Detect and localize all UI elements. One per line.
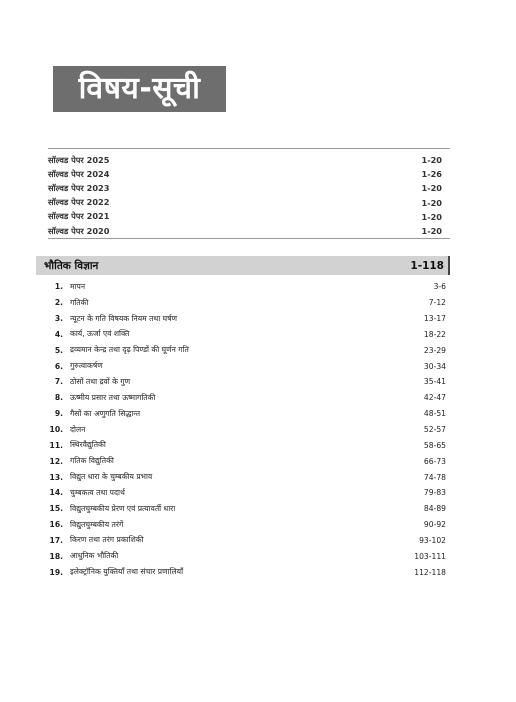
chapter-title: गतिक विद्युतिकी xyxy=(70,456,114,466)
chapter-title: इलेक्ट्रॉनिक युक्तियाँ तथा संचार प्रणालियाँ xyxy=(70,567,184,577)
chapter-row[interactable] xyxy=(48,453,450,469)
page-title: विषय-सूची xyxy=(53,66,226,112)
chapter-number: 12. xyxy=(49,456,63,466)
chapter-pages: 112-118 xyxy=(414,567,446,577)
chapter-row[interactable] xyxy=(48,327,450,343)
solved-paper-row[interactable] xyxy=(48,224,450,238)
chapter-row[interactable] xyxy=(48,406,450,422)
chapter-title: गैसों का अणुगति सिद्धान्त xyxy=(70,408,141,418)
chapter-list xyxy=(48,279,450,580)
chapter-title: कार्य, ऊर्जा एवं शक्ति xyxy=(70,329,130,339)
chapter-pages: 35-41 xyxy=(423,377,446,387)
solved-paper-row[interactable] xyxy=(48,181,450,195)
chapter-row[interactable] xyxy=(48,564,450,580)
section-title: भौतिक विज्ञान xyxy=(44,259,99,272)
chapter-row[interactable] xyxy=(48,485,450,501)
chapter-row[interactable] xyxy=(48,533,450,549)
chapter-row[interactable] xyxy=(48,374,450,390)
chapter-title: चुम्बकत्व तथा पदार्थ xyxy=(70,487,125,497)
chapter-pages: 48-51 xyxy=(423,409,446,419)
section-pages: 1-118 xyxy=(410,259,444,272)
chapter-pages: 18-22 xyxy=(423,329,446,339)
chapter-row[interactable] xyxy=(48,548,450,564)
chapter-number: 8. xyxy=(54,393,63,403)
chapter-title: किरण तथा तरंग प्रकाशिकी xyxy=(70,535,144,545)
chapter-pages: 42-47 xyxy=(423,393,446,403)
solved-paper-label: सॉल्वड पेपर 2021 xyxy=(48,211,110,222)
solved-paper-row[interactable] xyxy=(48,196,450,210)
chapter-pages: 74-78 xyxy=(423,472,446,482)
solved-paper-row[interactable] xyxy=(48,210,450,224)
chapter-number: 18. xyxy=(49,551,63,561)
chapter-title: मापन xyxy=(70,281,86,291)
chapter-row[interactable] xyxy=(48,279,450,295)
chapter-pages: 52-57 xyxy=(423,425,446,435)
chapter-number: 10. xyxy=(49,425,63,435)
chapter-pages: 84-89 xyxy=(423,504,446,514)
chapter-pages: 7-12 xyxy=(428,298,446,308)
chapter-number: 16. xyxy=(49,520,63,530)
chapter-number: 14. xyxy=(49,488,63,498)
chapter-title: न्यूटन के गति विषयक नियम तथा घर्षण xyxy=(70,313,178,323)
chapter-number: 2. xyxy=(54,298,63,308)
chapter-title: गुरुत्वाकर्षण xyxy=(70,361,103,371)
chapter-number: 9. xyxy=(54,409,63,419)
chapter-title: ठोसों तथा द्रवों के गुण xyxy=(70,376,131,386)
chapter-row[interactable] xyxy=(48,437,450,453)
chapter-number: 15. xyxy=(49,504,63,514)
chapter-pages: 13-17 xyxy=(423,314,446,324)
chapter-title: विद्युतचुम्बकीय तरंगें xyxy=(70,519,124,529)
solved-papers-list xyxy=(48,153,450,238)
chapter-title: द्रव्यमान केन्द्र तथा दृढ़ पिण्डों की घूर्णन गति xyxy=(70,345,189,355)
chapter-pages: 58-65 xyxy=(423,440,446,450)
solved-paper-pages: 1-20 xyxy=(421,197,442,208)
solved-paper-label: सॉल्वड पेपर 2024 xyxy=(48,168,110,179)
chapter-pages: 103-111 xyxy=(414,551,446,561)
chapter-pages: 30-34 xyxy=(423,361,446,371)
chapter-number: 4. xyxy=(54,329,63,339)
solved-paper-label: सॉल्वड पेपर 2020 xyxy=(48,225,110,236)
section-header[interactable] xyxy=(36,256,450,275)
solved-paper-label: सॉल्वड पेपर 2023 xyxy=(48,182,110,193)
bottom-divider xyxy=(48,238,450,239)
chapter-pages: 90-92 xyxy=(423,520,446,530)
solved-paper-pages: 1-20 xyxy=(421,155,442,166)
chapter-row[interactable] xyxy=(48,501,450,517)
chapter-title: स्थिरवैद्युतिकी xyxy=(70,440,106,450)
solved-paper-pages: 1-26 xyxy=(421,169,442,180)
chapter-row[interactable] xyxy=(48,342,450,358)
chapter-row[interactable] xyxy=(48,422,450,438)
solved-paper-row[interactable] xyxy=(48,167,450,181)
solved-paper-row[interactable] xyxy=(48,153,450,167)
chapter-number: 1. xyxy=(54,282,63,292)
chapter-number: 19. xyxy=(49,567,63,577)
chapter-number: 6. xyxy=(54,361,63,371)
chapter-pages: 3-6 xyxy=(433,282,446,292)
chapter-number: 5. xyxy=(54,345,63,355)
chapter-number: 7. xyxy=(54,377,63,387)
chapter-number: 17. xyxy=(49,535,63,545)
solved-paper-pages: 1-20 xyxy=(421,226,442,237)
chapter-title: दोलन xyxy=(70,424,86,434)
solved-paper-pages: 1-20 xyxy=(421,211,442,222)
solved-paper-pages: 1-20 xyxy=(421,183,442,194)
solved-paper-label: सॉल्वड पेपर 2025 xyxy=(48,154,110,165)
chapter-number: 11. xyxy=(49,440,63,450)
chapter-row[interactable] xyxy=(48,358,450,374)
chapter-pages: 66-73 xyxy=(423,456,446,466)
chapter-title: ऊष्मीय प्रसार तथा ऊष्मागतिकी xyxy=(70,392,156,402)
chapter-title: आधुनिक भौतिकी xyxy=(70,551,119,561)
top-divider xyxy=(48,148,450,149)
chapter-pages: 23-29 xyxy=(423,345,446,355)
chapter-title: विद्युतचुम्बकीय प्रेरण एवं प्रत्यावर्ती धारा xyxy=(70,503,176,513)
chapter-row[interactable] xyxy=(48,311,450,327)
solved-paper-label: सॉल्वड पेपर 2022 xyxy=(48,197,110,208)
chapter-row[interactable] xyxy=(48,469,450,485)
chapter-row[interactable] xyxy=(48,517,450,533)
chapter-number: 3. xyxy=(54,314,63,324)
chapter-row[interactable] xyxy=(48,390,450,406)
chapter-title: विद्युत धारा के चुम्बकीय प्रभाव xyxy=(70,472,153,482)
chapter-row[interactable] xyxy=(48,295,450,311)
chapter-number: 13. xyxy=(49,472,63,482)
chapter-pages: 79-83 xyxy=(423,488,446,498)
chapter-title: गतिकी xyxy=(70,297,89,307)
chapter-pages: 93-102 xyxy=(419,535,446,545)
